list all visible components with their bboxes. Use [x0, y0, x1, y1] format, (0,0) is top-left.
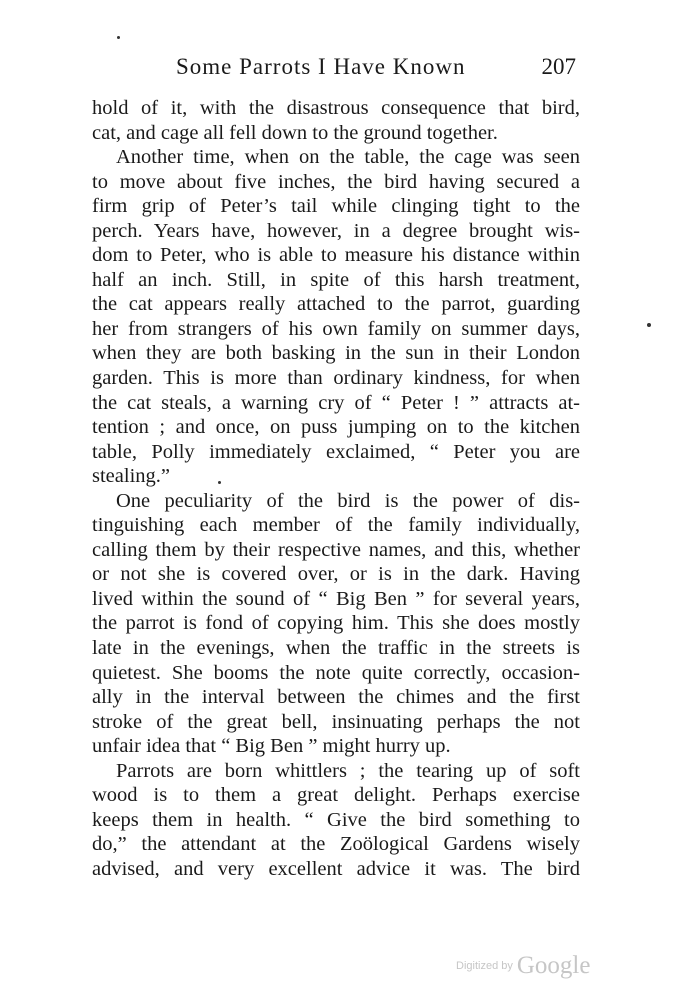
- text-line: keeps them in health. “ Give the bird something to: [92, 808, 580, 831]
- scan-speck: [117, 36, 120, 39]
- body-text: [92, 96, 580, 882]
- text-line: hold of it, with the disastrous consequence that bird,: [92, 97, 580, 119]
- running-title: Some Parrots I Have Known: [176, 54, 466, 79]
- text-line: perch. Years have, however, in a degree brought wis-: [92, 219, 580, 242]
- text-line: garden. This is more than ordinary kindness, for when: [92, 367, 580, 390]
- text-line: to move about five inches, the bird having secured a: [92, 170, 580, 193]
- text-line: late in the evenings, when the traffic in the streets is: [92, 637, 580, 660]
- page-number: 207: [541, 54, 576, 79]
- text-line: or not she is covered over, or is in the dark. Having: [92, 563, 580, 586]
- text-line: firm grip of Peter’s tail while clinging tight to the: [92, 195, 580, 218]
- text-line: half an inch. Still, in spite of this harsh treatment,: [92, 268, 580, 291]
- text-line: stroke of the great bell, insinuating perhaps the not: [92, 710, 580, 733]
- scan-speck: [647, 323, 651, 327]
- text-line: her from strangers of his own family on summer days,: [92, 317, 580, 340]
- scan-speck: [218, 481, 221, 484]
- watermark-brand: Google: [516, 952, 591, 979]
- watermark-prefix: Digitized by: [456, 960, 513, 972]
- text-line: cat, and cage all fell down to the ground together.: [92, 121, 498, 144]
- text-line: stealing.”: [92, 465, 170, 488]
- text-line: the cat appears really attached to the parrot, guarding: [92, 293, 580, 316]
- text-line: lived within the sound of “ Big Ben ” for several years,: [92, 587, 580, 610]
- text-line: calling them by their respective names, and this, whether: [92, 538, 580, 561]
- text-line: do,” the attendant at the Zoölogical Gardens wisely: [92, 833, 580, 856]
- text-line: the parrot is fond of copying him. This she does mostly: [92, 612, 580, 635]
- digitized-by-watermark: [456, 952, 590, 980]
- text-line: tinguishing each member of the family individually,: [92, 514, 580, 537]
- text-line: quietest. She booms the note quite correctly, occasion-: [92, 661, 580, 684]
- text-line: wood is to them a great delight. Perhaps exercise: [92, 784, 580, 807]
- paragraph-first-line: Parrots are born whittlers ; the tearing up of soft: [116, 759, 580, 782]
- text-line: ally in the interval between the chimes and the first: [92, 686, 580, 709]
- text-line: the cat steals, a warning cry of “ Peter ! ” attracts at-: [92, 391, 580, 414]
- paragraph-first-line: One peculiarity of the bird is the power of dis-: [116, 489, 580, 512]
- text-line: table, Polly immediately exclaimed, “ Peter you are: [92, 440, 580, 463]
- text-line: advised, and very excellent advice it was. The bird: [92, 857, 580, 880]
- text-line: dom to Peter, who is able to measure his distance within: [92, 244, 580, 267]
- paragraph-first-line: Another time, when on the table, the cage was seen: [116, 146, 580, 169]
- text-line: tention ; and once, on puss jumping on to the kitchen: [92, 416, 580, 439]
- text-line: when they are both basking in the sun in their London: [92, 342, 580, 365]
- page-header: [92, 52, 586, 86]
- text-line: unfair idea that “ Big Ben ” might hurry up.: [92, 735, 451, 758]
